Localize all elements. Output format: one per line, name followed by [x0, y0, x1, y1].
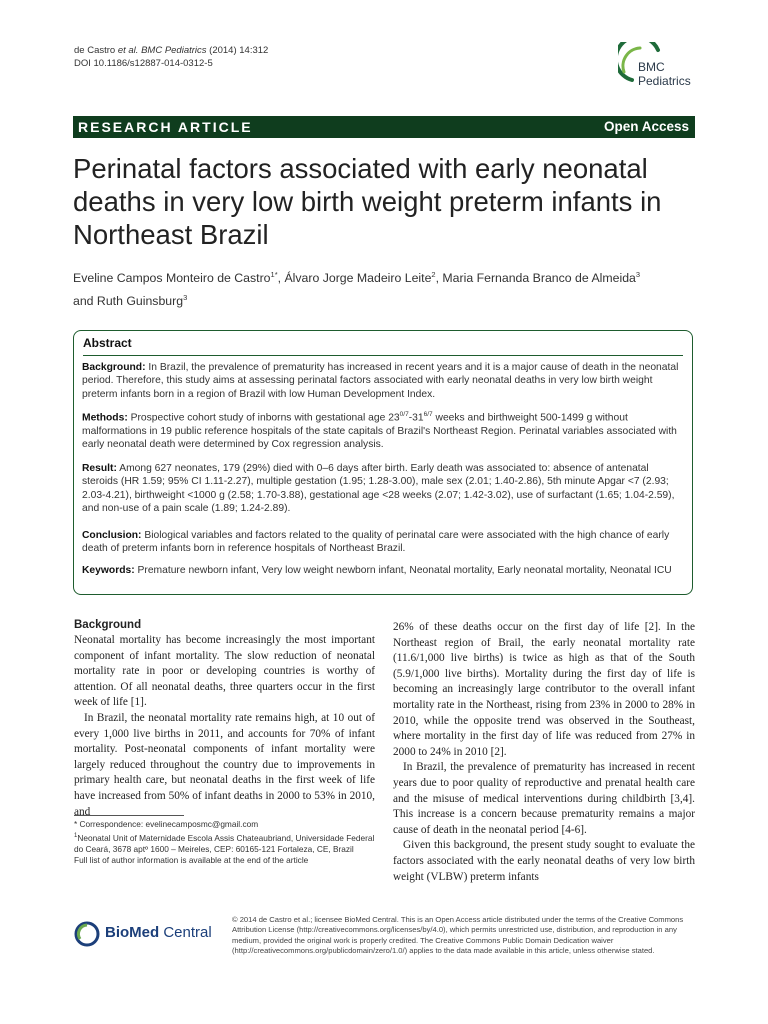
citation-volume: (2014) 14:312 — [206, 45, 269, 56]
license-text: © 2014 de Castro et al.; licensee BioMed Central. This is an Open Access article distributed under the terms of the Creative Commons Attribution License (http://creativecommons.org/licenses/by/4.0), which permits unrestricted use, distribution, and reproduction in any medium, provided the original work is properly credited. The Creative Commons Public Domain Dedication waiver (http://creativecommons.org/publicdomain/zero/1.0/) applies to the data made available in this article, unless otherwise stated. — [232, 915, 684, 956]
article-title: Perinatal factors associated with early neonatal deaths in very low birth weight preterm infants in Northeast Brazil — [73, 153, 662, 250]
body-paragraph: Given this background, the present study sought to evaluate the factors associated with the early neonatal deaths of very low birth weight (VLBW) preterm infants — [393, 839, 695, 883]
open-access-label: Open Access — [603, 119, 689, 134]
author-2-affiliation: 2 — [431, 270, 436, 279]
body-paragraph: 26% of these deaths occur on the first day of life [2]. In the Northeast region of Brail, the early neonatal mortality rate (11.6/1,000 live births) is twice as high as that of the South (5.9/1,000 live births). Mortality during the first day of life is becoming an increasingly large contributor to the overall infant mortality rate in the Northeast, rising from 23% in 2000 to 28% in 2010, while the opposite trend was observed in the Southeast, where mortality in the first day of life was reduced from 27% in 2000 to 24% in 2010 [2]. — [393, 621, 695, 758]
abstract-heading: Abstract — [83, 336, 132, 350]
abstract-result-text: Among 627 neonates, 179 (29%) died with 0–6 days after birth. Early death was associated to: absence of antenatal steroids (HR 1.59; 95% CI 1.11-2.27), multiple gestation (1.95; 1.28-3.00), male sex (2.01; 1.40-2.86), 5th minute Apgar <7 (2.93; 2.03-4.21), birthweight <1000 g (2.58; 1.70-3.88), gestational age <28 weeks (2.07; 1.42-3.02), use of surfactant (1.65; 1.04-2.59), and non-use of a pain scale (1.89; 1.24-2.89). — [82, 463, 675, 514]
author-1: Eveline Campos Monteiro de Castro — [73, 271, 271, 286]
section-heading-background: Background — [74, 619, 142, 631]
publisher-logo — [73, 919, 223, 949]
abstract-methods-label: Methods: — [82, 412, 128, 424]
publisher-name-regular: Central — [159, 924, 212, 941]
affiliation-note — [74, 831, 375, 856]
full-list-note: Full list of author information is available at the end of the article — [74, 855, 309, 866]
abstract-methods-text-b: -31 — [408, 412, 424, 424]
body-right-column — [393, 620, 695, 885]
citation-line — [74, 44, 268, 57]
abstract-background-text: In Brazil, the prevalence of prematurity has increased in recent years and it is a major cause of death in the neonatal period. Therefore, this study aims at assessing perinatal factors associated with early neonatal deaths in very low birth weight preterm infants born in a region of Brazil with low Human Development Index. — [82, 362, 679, 400]
journal-logo — [618, 42, 708, 94]
footnote-divider — [74, 815, 184, 816]
abstract-background-label: Background: — [82, 362, 146, 373]
abstract-keywords-text: Premature newborn infant, Very low weight newborn infant, Neonatal mortality, Early neonatal mortality, Neonatal ICU — [134, 565, 672, 576]
citation-journal: et al. BMC Pediatrics — [117, 45, 207, 56]
abstract-methods-sup1: 0/7 — [399, 411, 409, 418]
journal-logo-line1: BMC — [638, 60, 665, 74]
abstract-divider — [83, 355, 683, 356]
author-3-affiliation: 3 — [635, 270, 641, 279]
publisher-name-bold: BioMed — [105, 924, 160, 941]
article-type-banner — [73, 116, 695, 138]
publisher-name — [105, 924, 212, 941]
body-left-column — [74, 618, 375, 820]
abstract-methods — [82, 408, 682, 451]
author-3: , Maria Fernanda Branco de Almeida — [435, 271, 636, 286]
abstract-box — [73, 330, 693, 595]
biomed-central-logo-icon — [73, 919, 101, 949]
body-paragraph: In Brazil, the prevalence of prematurity has increased in recent years due to poor quality of reproductive and prenatal health care and the misuse of medical interventions during childbirth [3,4]. This increase is a concern because prematurity remains a major cause of death in the neonatal period [4-6]. — [393, 761, 695, 836]
abstract-background — [82, 361, 682, 401]
abstract-result — [82, 462, 682, 515]
abstract-methods-text-c: weeks and birthweight 500-1499 g without malformations in 19 public reference hospitals of the state capitals of Brazil's Northeast Region. Perinatal variables associated with early neonatal death were determined by Cox regression analysis. — [82, 412, 677, 451]
correspondence-note: * Correspondence: evelinecamposmc@gmail.com — [74, 819, 259, 829]
abstract-conclusion-text: Biological variables and factors related to the quality of perinatal care were associated with the high chance of early death of preterm infants born in reference hospitals of Northeast Brazil. — [82, 530, 670, 555]
abstract-keywords-label: Keywords: — [82, 565, 135, 576]
abstract-methods-text-a: Prospective cohort study of inborns with gestational age 23 — [127, 412, 400, 424]
journal-logo-line2: Pediatrics — [638, 74, 691, 88]
affiliation-number: 1 — [74, 832, 78, 839]
footnotes — [74, 819, 375, 867]
author-4: and Ruth Guinsburg — [73, 294, 184, 309]
body-paragraph: Neonatal mortality has become increasingly the most important component of infant mortality. The slow reduction of neonatal mortality rate in poor or developing countries is worthy of attention. Of all neonatal deaths, three quarters occur in the first week of life [1]. — [74, 634, 375, 709]
article-type-label: RESEARCH ARTICLE — [78, 119, 253, 135]
author-4-affiliation: 3 — [183, 293, 188, 303]
body-paragraph: In Brazil, the neonatal mortality rate remains high, at 10 out of every 1,000 live births in 2011, and accounts for 70% of infant mortality. Post-neonatal components of infant mortality were largely reduced throughout the country due to improvements in primary health care, but neonatal deaths in the first week of life have increased from 50% of infant deaths in 2000 to 53% in 2010, and — [74, 711, 375, 818]
doi-link[interactable]: DOI 10.1186/s12887-014-0312-5 — [74, 58, 213, 69]
abstract-conclusion-label: Conclusion: — [82, 530, 142, 541]
abstract-keywords — [82, 564, 682, 577]
abstract-methods-sup2: 6/7 — [423, 411, 433, 418]
author-2: , Álvaro Jorge Madeiro Leite — [277, 271, 432, 286]
author-list — [73, 265, 703, 311]
citation-header — [74, 44, 268, 70]
citation-authors: de Castro — [74, 45, 118, 56]
abstract-result-label: Result: — [82, 463, 117, 474]
author-1-affiliation: 1* — [270, 270, 278, 279]
abstract-conclusion — [82, 529, 682, 556]
affiliation-text: Neonatal Unit of Maternidade Escola Assis Chateaubriand, Universidade Federal do Ceará, 3678 aptº 1600 – Meireles, CEP: 60165-121 Fortaleza, CE, Brazil — [74, 832, 375, 854]
